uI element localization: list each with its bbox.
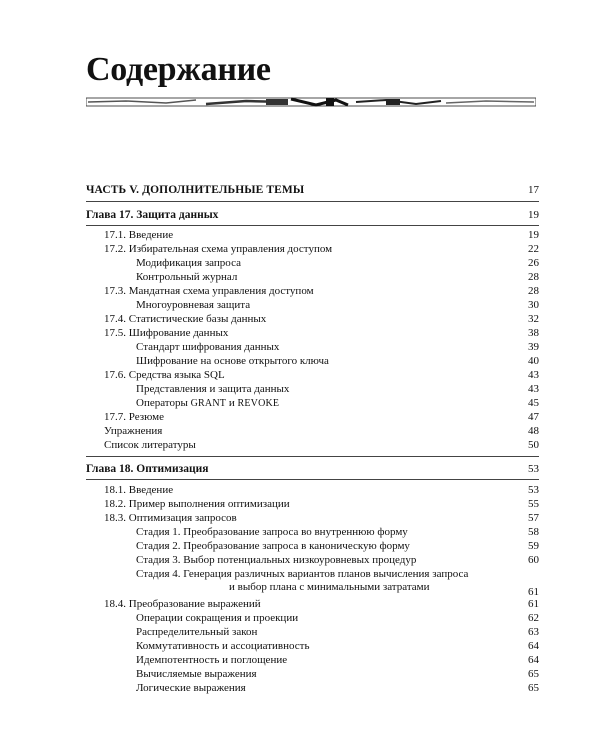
- toc-entry-page: 65: [528, 668, 539, 680]
- toc-entry-page: 55: [528, 498, 539, 510]
- toc-entry-page: 61: [528, 598, 539, 610]
- toc-entry-page: 19: [528, 229, 539, 241]
- toc-entry-label: Операции сокращения и проекции: [136, 612, 299, 624]
- toc-entry-label-text: Операторы: [136, 397, 191, 409]
- toc-entry-label: Вычисляемые выражения: [136, 668, 257, 680]
- toc-entry-page: 53: [528, 463, 539, 475]
- toc-entry-label: 17.2. Избирательная схема управления доступом: [104, 243, 333, 255]
- toc-entry-label-text: и: [226, 397, 238, 409]
- toc-entry-label: Упражнения: [104, 425, 163, 437]
- sql-keyword-revoke: REVOKE: [237, 398, 280, 409]
- toc-entry-page: 43: [528, 369, 539, 381]
- toc-entry-label: Представления и защита данных: [136, 383, 290, 395]
- toc-entry-label: 18.3. Оптимизация запросов: [104, 512, 237, 524]
- section-divider: [86, 201, 539, 202]
- toc-entry-label: 17.6. Средства языка SQL: [104, 369, 225, 381]
- toc-entry-label: Глава 17. Защита данных: [86, 209, 219, 221]
- toc-entry-page: 32: [528, 313, 539, 325]
- toc-entry-label: Стандарт шифрования данных: [136, 341, 280, 353]
- toc-entry-page: 61: [528, 586, 539, 598]
- toc-entry-label: [136, 397, 279, 410]
- toc-entry-page: 22: [528, 243, 539, 255]
- toc-entry-label: Список литературы: [104, 439, 196, 451]
- toc-entry-label: Стадия 1. Преобразование запроса во внутреннюю форму: [136, 526, 408, 538]
- toc-entry-page: 64: [528, 640, 539, 652]
- toc-entry-label: Коммутативность и ассоциативность: [136, 640, 310, 652]
- sql-keyword-grant: GRANT: [190, 398, 227, 409]
- toc-entry-label: 17.7. Резюме: [104, 411, 165, 423]
- toc-entry-label: Идемпотентность и поглощение: [136, 654, 288, 666]
- toc-entry-page: 28: [528, 271, 539, 283]
- toc-entry-label: Глава 18. Оптимизация: [86, 463, 209, 475]
- toc-entry-label: 17.3. Мандатная схема управления доступом: [104, 285, 314, 297]
- toc-entry-page: 48: [528, 425, 539, 437]
- section-divider: [86, 456, 539, 457]
- section-divider: [86, 225, 539, 226]
- toc-entry-label: 18.2. Пример выполнения оптимизации: [104, 498, 290, 510]
- toc-entry-label: Стадия 4. Генерация различных вариантов планов вычисления запроса: [136, 568, 469, 580]
- section-divider: [86, 479, 539, 480]
- toc-entry-page: 63: [528, 626, 539, 638]
- toc-entry-page: 62: [528, 612, 539, 624]
- toc-entry-label: Стадия 2. Преобразование запроса в каноническую форму: [136, 540, 410, 552]
- toc-entry-label: Многоуровневая защита: [136, 299, 251, 311]
- toc-entry-label: Стадия 3. Выбор потенциальных низкоуровневых процедур: [136, 554, 417, 566]
- toc-entry-label: Шифрование на основе открытого ключа: [136, 355, 329, 367]
- toc-entry-label: 18.1. Введение: [104, 484, 174, 496]
- toc-entry-page: 30: [528, 299, 539, 311]
- toc-entry-label: Модификация запроса: [136, 257, 241, 269]
- toc-entry-page: 53: [528, 484, 539, 496]
- toc-entry-page: 64: [528, 654, 539, 666]
- toc-entry-label: Распределительный закон: [136, 626, 258, 638]
- toc-entry-label: 17.5. Шифрование данных: [104, 327, 229, 339]
- toc-entry-page: 40: [528, 355, 539, 367]
- toc-entry-label: Контрольный журнал: [136, 271, 238, 283]
- toc-entry-page: 65: [528, 682, 539, 694]
- toc-entry-page: 26: [528, 257, 539, 269]
- toc-entry-page: 59: [528, 540, 539, 552]
- toc-entry-page: 19: [528, 209, 539, 221]
- toc-entry-page: 43: [528, 383, 539, 395]
- toc-entry-page: 39: [528, 341, 539, 353]
- page-title: Содержание: [86, 51, 271, 88]
- toc-entry-page: 17: [528, 184, 539, 196]
- toc-entry-page: 58: [528, 526, 539, 538]
- toc-entry-label: 18.4. Преобразование выражений: [104, 598, 261, 610]
- toc-entry-page: 50: [528, 439, 539, 451]
- toc-entry-label: и выбор плана с минимальными затратами: [229, 581, 430, 593]
- toc-entry-label: 17.4. Статистические базы данных: [104, 313, 267, 325]
- toc-entry-page: 38: [528, 327, 539, 339]
- toc-entry-label: 17.1. Введение: [104, 229, 174, 241]
- toc-entry-page: 28: [528, 285, 539, 297]
- toc-entry-label: Логические выражения: [136, 682, 246, 694]
- toc-entry-page: 57: [528, 512, 539, 524]
- toc-entry-page: 47: [528, 411, 539, 423]
- toc-entry-page: 45: [528, 397, 539, 409]
- toc-entry-label: ЧАСТЬ V. ДОПОЛНИТЕЛЬНЫЕ ТЕМЫ: [86, 184, 305, 196]
- toc-entry-page: 60: [528, 554, 539, 566]
